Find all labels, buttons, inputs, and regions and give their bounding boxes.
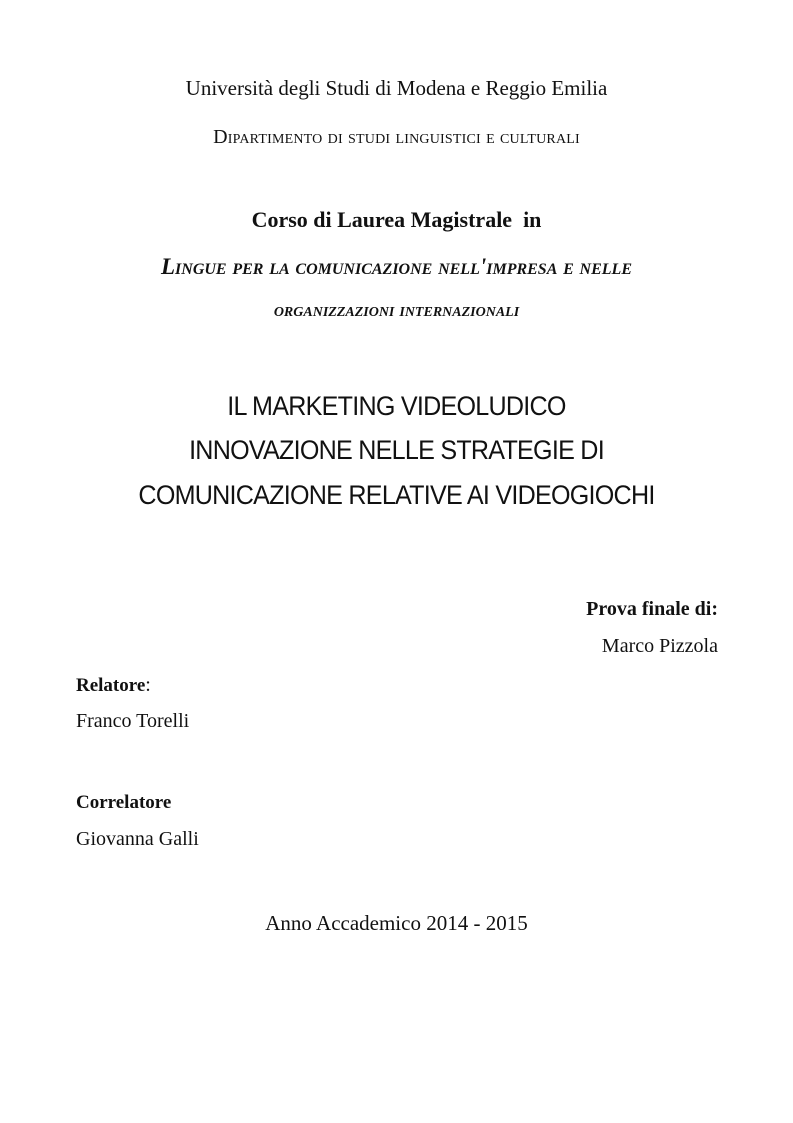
- department-name: Dipartimento di studi linguistici e culturali: [213, 126, 580, 148]
- supervisor-label-line: [76, 675, 151, 695]
- supervisor-label: Relatore: [76, 675, 146, 696]
- cosupervisor-label: Correlatore: [76, 792, 172, 813]
- program-name-line-2: organizzazioni internazionali: [273, 299, 520, 321]
- thesis-title-line-1: IL MARKETING VIDEOLUDICO: [227, 391, 566, 421]
- thesis-title-line-3: COMUNICAZIONE RELATIVE AI VIDEOGIOCHI: [138, 480, 655, 510]
- final-exam-label: Prova finale di:: [586, 598, 718, 620]
- thesis-title-line-2: INNOVAZIONE NELLE STRATEGIE DI: [189, 435, 604, 465]
- cosupervisor-name: Giovanna Galli: [76, 828, 199, 850]
- supervisor-label-colon: :: [145, 674, 151, 696]
- supervisor-name: Franco Torelli: [76, 710, 190, 732]
- university-name: Università degli Studi di Modena e Reggio Emilia: [185, 76, 608, 100]
- degree-course-line: Corso di Laurea Magistrale in: [251, 207, 542, 232]
- program-name-line-1: Lingue per la comunicazione nell'impresa e nelle: [160, 254, 632, 279]
- academic-year: Anno Accademico 2014 - 2015: [265, 911, 528, 935]
- student-name: Marco Pizzola: [601, 635, 718, 657]
